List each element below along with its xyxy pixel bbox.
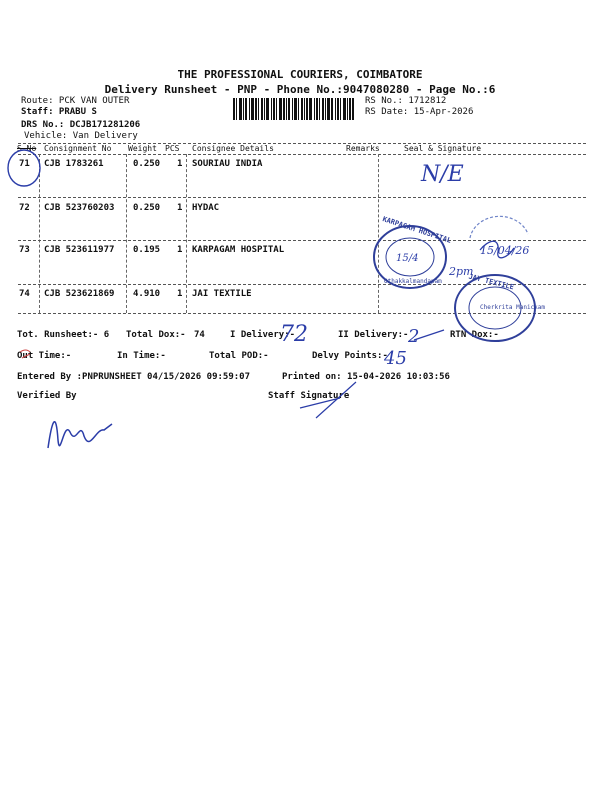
handwritten-i-delivery: 72 <box>280 322 308 347</box>
delvy-points-label: Delvy Points:- <box>312 351 388 361</box>
row-weight: 0.250 <box>133 203 161 213</box>
row-consignee: SOURIAU INDIA <box>192 159 263 169</box>
staff-signature-label: Staff Signature <box>268 391 350 401</box>
total-dox-value: 74 <box>194 330 205 340</box>
row-sno: 71 <box>19 159 30 169</box>
drs-number: DRS No.: DCJB171281206 <box>21 120 141 130</box>
row-consignee: HYDAC <box>192 203 220 213</box>
staff-label: Staff: PRABU S <box>21 107 97 117</box>
jai-stamp-top: JAY TEXTILE <box>467 272 515 292</box>
circle-mark-icon <box>8 150 40 186</box>
col-remarks-header: Remarks <box>346 144 380 153</box>
col-weight-header: Weight <box>128 144 157 153</box>
row-consignment: CJB 523621869 <box>44 289 115 299</box>
tick-mark-icon <box>20 350 30 358</box>
runsheet-subtitle: Delivery Runsheet - PNP - Phone No.:9047080280 - Page No.:6 <box>104 83 496 96</box>
entered-by: Entered By :PNPRUNSHEET 04/15/2026 09:59:07 <box>17 372 250 382</box>
col-seal-header: Seal & Signature <box>404 144 482 153</box>
col-pcs-header: PCS <box>165 144 180 153</box>
row-consignment: CJB 523760203 <box>44 203 115 213</box>
handwritten-ii-delivery: 2 <box>408 326 420 347</box>
handwritten-date: 15/04/26 <box>480 244 530 257</box>
row-consignee: JAI TEXTILE <box>192 289 252 299</box>
col-consignee-header: Consignee Details <box>192 144 274 153</box>
row-weight: 0.250 <box>133 159 161 169</box>
rs-number: RS No.: 1712812 <box>365 96 447 106</box>
staff-signature-stroke-icon <box>300 382 356 418</box>
verified-signature-icon <box>48 422 112 448</box>
row-consignment: CJB 1783261 <box>44 159 104 169</box>
row-weight: 4.910 <box>133 289 161 299</box>
row-pcs: 1 <box>177 289 183 299</box>
row-consignment: CJB 523611977 <box>44 245 115 255</box>
verified-by-label: Verified By <box>17 391 77 401</box>
printed-on: Printed on: 15-04-2026 10:03:56 <box>282 372 450 382</box>
vehicle-label: Vehicle: Van Delivery <box>24 131 138 141</box>
row-pcs: 1 <box>177 245 183 255</box>
row-sno: 73 <box>19 245 30 255</box>
row-pcs: 1 <box>177 203 183 213</box>
row-pcs: 1 <box>177 159 183 169</box>
karpagam-stamp-date: 15/4 <box>396 253 419 264</box>
rs-date: RS Date: 15-Apr-2026 <box>365 107 474 117</box>
col-consignment-header: Consignment No <box>44 144 112 153</box>
row-sno: 74 <box>19 289 30 299</box>
karpagam-stamp-bottom: Othakkalmandapam <box>384 278 442 285</box>
ii-delivery-label: II Delivery:- <box>338 330 409 340</box>
tot-runsheet: Tot. Runsheet:- 6 <box>17 330 110 340</box>
out-time-label: Out Time:- <box>17 351 72 361</box>
total-dox-label: Total Dox:- <box>126 330 186 340</box>
company-title: THE PROFESSIONAL COURIERS, COIMBATORE <box>177 68 423 81</box>
jai-stamp-center: Cherkrita Manickam <box>480 304 546 311</box>
handwritten-delvy-points: 45 <box>384 348 407 369</box>
faded-stamp-icon <box>464 204 534 244</box>
row-weight: 0.195 <box>133 245 161 255</box>
handwritten-remark: N/E <box>421 162 464 187</box>
row-consignee: KARPAGAM HOSPITAL <box>192 245 285 255</box>
in-time-label: In Time:- <box>117 351 166 361</box>
row-sno: 72 <box>19 203 30 213</box>
col-sno-header: S No <box>17 144 37 153</box>
rtn-dox-label: RTN Dox:- <box>450 330 499 340</box>
karpagam-stamp-top: KARPAGAM HOSPITAL <box>381 215 453 245</box>
total-pod-label: Total POD:- <box>209 351 269 361</box>
handwritten-time: 2pm <box>449 265 474 278</box>
route-label: Route: PCK VAN OUTER <box>21 96 130 106</box>
i-delivery-label: I Delivery:- <box>230 330 296 340</box>
